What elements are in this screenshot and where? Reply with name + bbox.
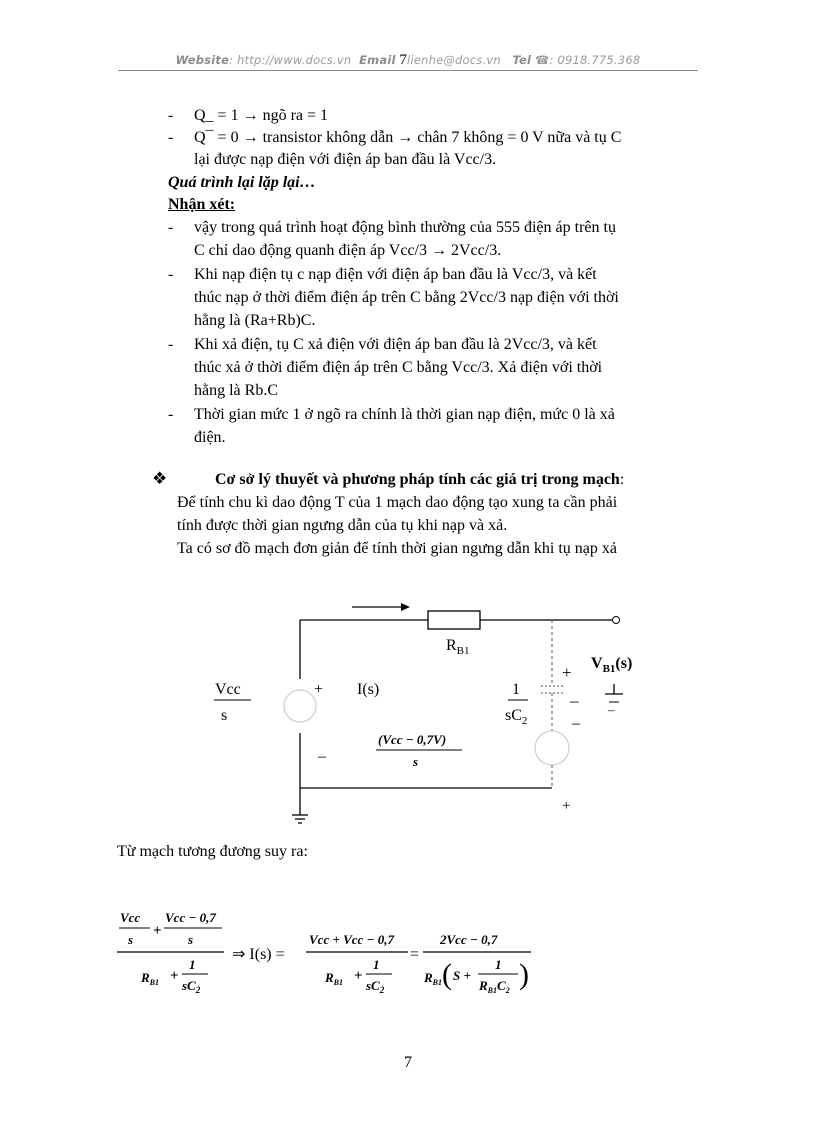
section-para-3: Ta có sơ đồ mạch đơn giản để tính thời gian ngưng dẫn khi tụ nạp xả [177, 540, 617, 557]
remark-4-line2: điện. [194, 429, 226, 446]
circuit-diagram [0, 590, 816, 830]
section-heading-colon: : [619, 471, 625, 488]
bullet-qbar-line2: lại được nạp điện với điện áp ban đầu là Vcc/3. [194, 151, 497, 168]
remark-3-line2: thúc xả ở thời điểm điện áp trên C bằng Vcc/3. Xả điện với thời [194, 359, 603, 376]
f2-den-r: $R_{B1}$ [325, 970, 344, 987]
f1-num-a: Vcc [120, 910, 141, 925]
diamond-bullet-icon: ❖ [152, 469, 168, 488]
voltage-source-vcc-minus [535, 731, 569, 765]
resistor-rb1 [428, 611, 480, 629]
section-heading-text: Cơ sở lý thuyết và phương pháp tính các giá trị trong mạch [215, 471, 620, 488]
implies-i-of-s: ⇒ I(s) = [232, 946, 285, 963]
derive-text: Từ mạch tương đương suy ra: [117, 843, 308, 860]
tel-label: Tel [512, 53, 532, 67]
f3-open-paren: ( [442, 958, 452, 991]
src2-label-num: (Vcc − 0,7V) [378, 732, 447, 747]
src2-plus-label: + [562, 798, 571, 814]
f2-den-plus: + [354, 968, 363, 984]
bullet-dash: - [168, 107, 174, 124]
f3-close-paren: ) [519, 958, 529, 991]
voltage-source-vcc [284, 690, 316, 722]
formula-current [0, 900, 816, 1010]
f1-num-a-den: s [128, 932, 134, 947]
output-terminal [613, 617, 620, 624]
vcc-minus-label: – [318, 748, 326, 765]
remark-3-line3: hằng là Rb.C [194, 382, 278, 399]
current-label: I(s) [357, 681, 380, 698]
f1-den-r: $R_{B1}$ [141, 970, 160, 987]
f1-den-c-num: 1 [189, 957, 196, 972]
f2-den-c-num: 1 [373, 957, 380, 972]
bullet-dash: - [168, 406, 174, 423]
rb1-label: $R_{B1}$ [446, 637, 470, 657]
f3-c-num: 1 [495, 957, 502, 972]
bullet-dash: - [168, 336, 174, 353]
header-rule [118, 70, 698, 71]
remark-4-line1: Thời gian mức 1 ở ngõ ra chính là thời gian nạp điện, mức 0 là xả [194, 406, 615, 423]
email-value: lienhe@docs.vn [407, 53, 501, 67]
f3-s-plus: S + [453, 968, 471, 983]
bullet-dash: - [168, 129, 174, 146]
tel-value: : 0918.775.368 [549, 53, 641, 67]
header-page-mark: 7 [399, 52, 408, 68]
bullet-dash: - [168, 266, 174, 283]
remark-2-line3: hằng là (Ra+Rb)C. [194, 312, 316, 329]
website-label: Website [175, 53, 230, 67]
src2-minus-label: – [572, 715, 580, 732]
cap-label-num: 1 [512, 681, 520, 698]
website-value: : http://www.docs.vn [229, 53, 352, 67]
f2-num: Vcc + Vcc − 0,7 [309, 932, 394, 947]
page-header [118, 52, 698, 69]
f2-den-c-den: $sC_2$ [366, 978, 385, 995]
vcc-plus-label: + [314, 681, 324, 698]
section-para-1: Để tính chu kì dao động T của 1 mạch dao động tạo xung ta cần phải [177, 494, 618, 511]
src2-label-den: s [413, 754, 419, 769]
cap-minus-label: – [570, 691, 579, 710]
remark-2-line2: thúc nạp ở thời điểm điện áp trên C bằng 2Vcc/3 nạp điện với thời [194, 289, 619, 306]
remark-1-line2: C chỉ dao động quanh điện áp Vcc/3 → 2Vcc/3. [194, 242, 502, 259]
section-para-2: tính được thời gian ngưng dẫn của tụ khi nạp và xả. [177, 517, 508, 534]
remark-3-line1: Khi xả điện, tụ C xả điện với điện áp ban đầu là 2Vcc/3, và kết [194, 336, 597, 353]
email-label: Email [359, 53, 396, 67]
remark-2-line1: Khi nạp điện tụ c nạp điện với điện áp ban đầu là Vcc/3, và kết [194, 266, 597, 283]
repeat-title: Quá trình lại lặp lại… [168, 174, 316, 191]
f1-num-b: Vcc − 0,7 [165, 910, 216, 925]
remark-1-line1: vậy trong quá trình hoạt động bình thường của 555 điện áp trên tụ [194, 219, 616, 236]
section-heading [215, 469, 624, 491]
f2-equals: = [410, 946, 420, 963]
f1-plus: + [153, 923, 162, 939]
bullet-q-line: Q_ = 1 → ngõ ra = 1 [194, 107, 329, 124]
f3-den-r: $R_{B1}$ [424, 970, 443, 987]
vb1-minus-label: – [608, 702, 615, 717]
f1-den-plus: + [170, 968, 179, 984]
vcc-label-num: Vcc [215, 681, 241, 698]
bullet-qbar-line1: Q¯ = 0 → transistor không dẫn → chân 7 không = 0 V nữa và tụ C [194, 129, 622, 146]
bullet-dash: - [168, 219, 174, 236]
vcc-label-den: s [221, 707, 228, 724]
page-number: 7 [404, 1054, 412, 1071]
cap-plus-label: + [562, 663, 572, 682]
f1-num-b-den: s [188, 932, 194, 947]
cap-label-den: $sC_2$ [505, 707, 528, 727]
vb1-label: $V_{B1}(s)$ [591, 655, 633, 675]
remark-title: Nhận xét: [168, 196, 236, 213]
f3-c-den: $R_{B1}C_2$ [479, 978, 510, 995]
f1-den-c-den: $sC_2$ [182, 978, 201, 995]
f3-num: 2Vcc − 0,7 [440, 932, 498, 947]
phone-icon: ☎ [535, 53, 550, 67]
